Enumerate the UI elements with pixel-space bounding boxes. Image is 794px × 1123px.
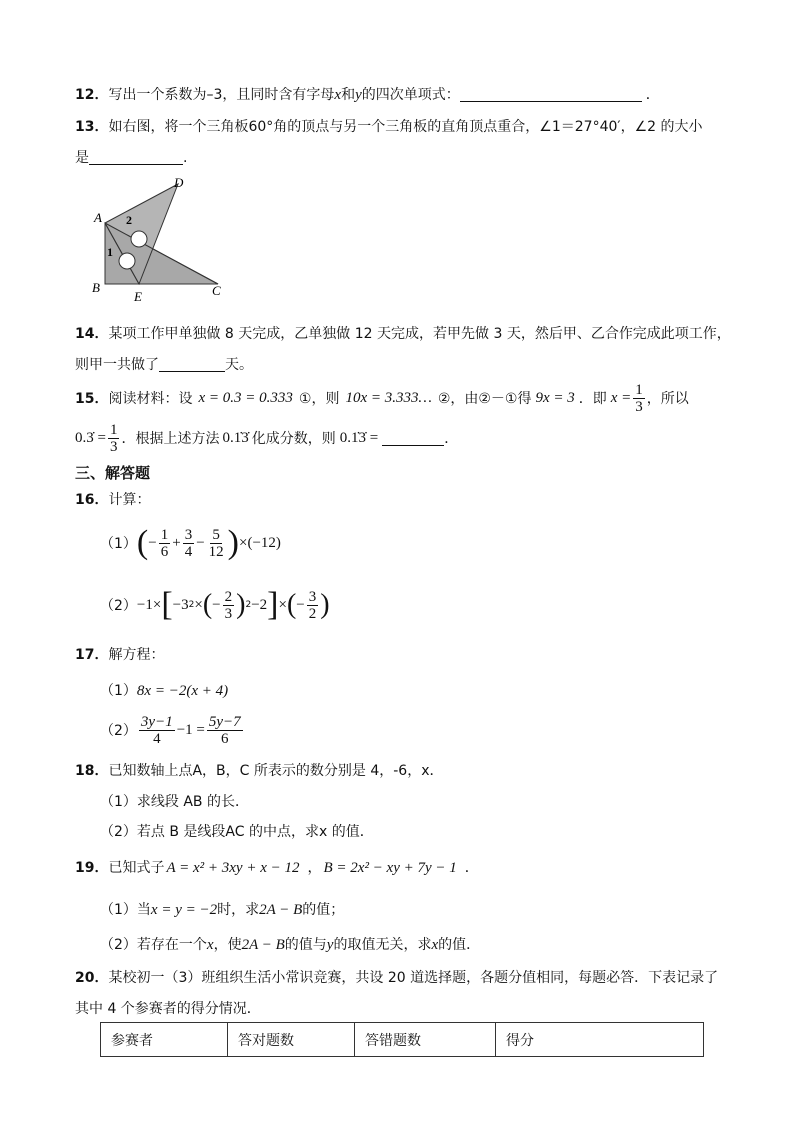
table-header-cell: 答错题数 [355, 1023, 496, 1057]
answer-blank[interactable] [382, 431, 444, 446]
question-number: 12． [75, 87, 109, 103]
label-a: A [94, 210, 102, 225]
angle-2-label: 2 [126, 213, 132, 227]
fraction: $\frac{1}{3}$ [109, 421, 118, 455]
table-header-cell: 参赛者 [101, 1023, 228, 1057]
hole [119, 253, 135, 269]
question-16: 16．计算： [75, 492, 151, 508]
question-15: 15． 阅读材料：设 x = 0.3 = 0.333 ①，则 10x = 3.333… ②，由②－①得 9x = 3 ．即 x = $\frac{1}{3}$ ，所以 [75, 381, 689, 415]
question-number: 14． [75, 326, 109, 342]
question-17: 17．解方程： [75, 647, 165, 663]
question-19-part2: （2）若存在一个x，使2A − B的值与y的取值无关，求x的值． [100, 937, 481, 953]
answer-blank[interactable] [159, 357, 225, 372]
table-header-cell: 得分 [496, 1023, 704, 1057]
question-15-line2: 0.3̇ = $\frac{1}{3}$ ．根据上述方法 0.1̇3̇ 化成分数，则 0.1̇3̇ = ． [75, 421, 459, 455]
answer-blank[interactable] [460, 87, 642, 102]
question-14-line2: 则甲一共做了 天。 [75, 357, 253, 373]
question-18: 18．已知数轴上点A，B，C 所表示的数分别是 4，-6，x． [75, 763, 444, 779]
question-number: 17． [75, 647, 109, 663]
question-13: 13．如右图，将一个三角板60°角的顶点与另一个三角板的直角顶点重合，∠1＝27°40′，∠2 的大小 [75, 119, 703, 135]
question-16-part1: （1） ( − $\frac{1}{6}$ + $\frac{3}{4}$ − $\frac{5}{12}$ ) ×(−12) [100, 524, 281, 561]
question-13-line2: 是 . [75, 150, 188, 166]
question-12: 12．写出一个系数为–3，且同时含有字母x和y的四次单项式： ． [75, 87, 660, 103]
score-table [100, 1022, 704, 1057]
table-header-row [101, 1023, 704, 1057]
question-number: 13． [75, 119, 109, 135]
question-number: 16． [75, 492, 109, 508]
answer-blank[interactable] [89, 150, 183, 165]
label-d: D [174, 175, 184, 190]
question-number: 18． [75, 763, 109, 779]
question-18-part2: （2）若点 B 是线段AC 的中点，求x 的值． [100, 824, 374, 840]
question-number: 20． [75, 970, 109, 986]
question-19: 19．已知式子 A = x² + 3xy + x − 12 ， B = 2x² − xy + 7y − 1 ． [75, 860, 479, 876]
question-14: 14．某项工作甲单独做 8 天完成，乙单独做 12 天完成，若甲先做 3 天，然后甲、乙合作完成此项工作， [75, 326, 731, 342]
label-b: B [92, 280, 100, 295]
question-20-line2: 其中 4 个参赛者的得分情况． [75, 1001, 261, 1017]
triangle-figure [88, 174, 238, 304]
label-c: C [212, 283, 221, 298]
question-19-part1: （1）当x = y = −2时，求2A − B的值； [100, 902, 345, 918]
question-20: 20．某校初一（3）班组织生活小常识竞赛，共设 20 道选择题，各题分值相同，每题必答．下表记录了 [75, 970, 719, 986]
angle-1-label: 1 [107, 245, 113, 259]
question-number: 15． [75, 391, 109, 407]
fraction: $\frac{1}{3}$ [635, 381, 643, 415]
question-number: 19． [75, 860, 109, 876]
hole [131, 231, 147, 247]
question-17-part2: （2） $\frac{3y-1}{4}$ −1 = $\frac{5y-7}{6}$ [100, 713, 241, 747]
question-16-part2: （2） −1× [ −3 2 × ( − $\frac{2}{3}$ ) 2 −2 ] × ( − $\frac{3}{2}$ ) [100, 586, 330, 623]
question-18-part1: （1）求线段 AB 的长． [100, 794, 249, 810]
section-heading: 三、解答题 [75, 464, 151, 482]
table-header-cell: 答对题数 [228, 1023, 355, 1057]
label-e: E [134, 289, 142, 304]
question-17-part1: （1）8x = −2(x + 4) [100, 683, 229, 699]
